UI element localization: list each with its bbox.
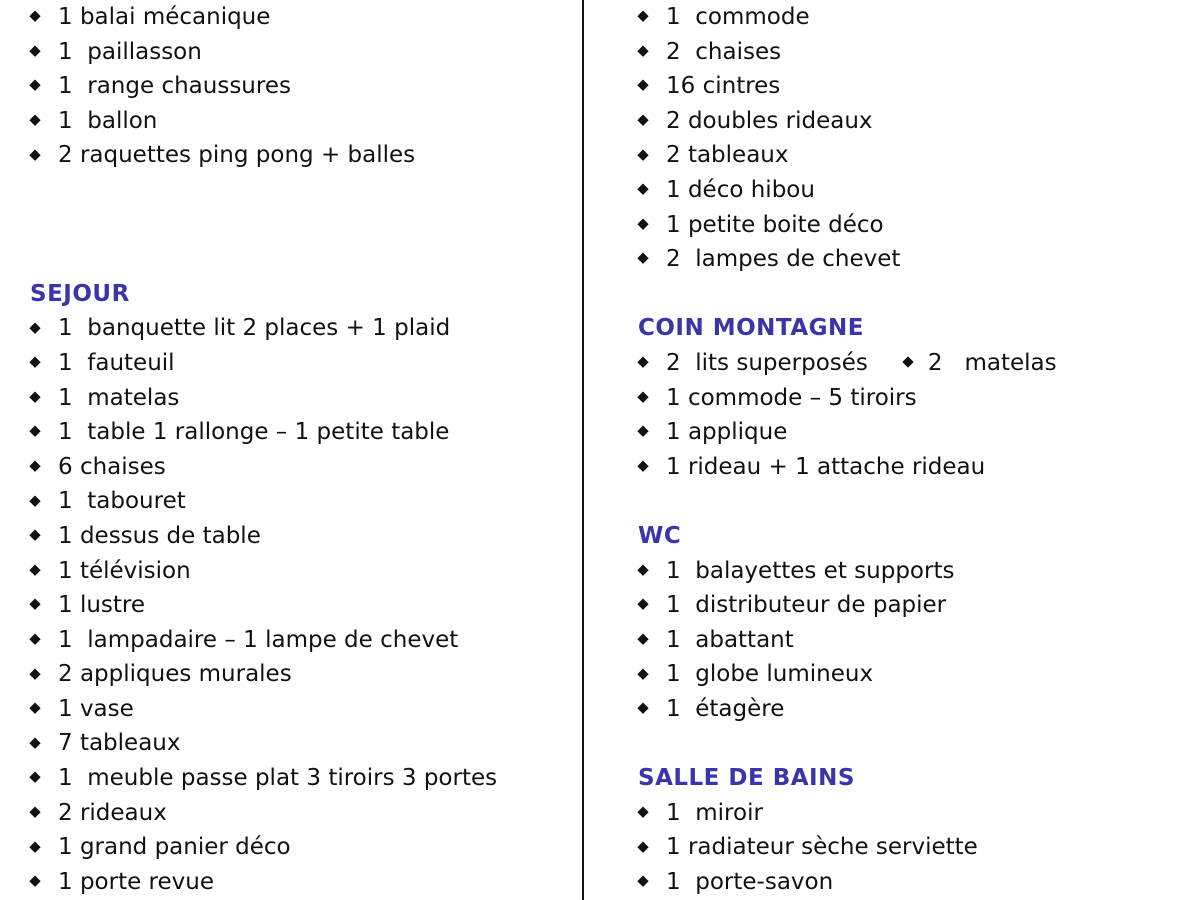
list-item: 1 rideau + 1 attache rideau <box>638 450 1178 485</box>
list-item: 1 vase <box>30 692 570 727</box>
list-item: 2 lits superposés 2 matelas <box>638 346 1178 381</box>
diamond-bullet-icon <box>29 426 40 437</box>
list-item: 1 table 1 rallonge – 1 petite table <box>30 415 570 450</box>
diamond-bullet-icon <box>637 184 648 195</box>
diamond-bullet-icon <box>29 391 40 402</box>
list-item: 1 matelas <box>30 381 570 416</box>
diamond-bullet-icon <box>637 634 648 645</box>
list-item: 1 porte revue <box>30 865 570 900</box>
list-item: 1 ballon <box>30 104 570 139</box>
list-item: 7 tableaux <box>30 726 570 761</box>
column-divider <box>582 0 584 900</box>
diamond-bullet-icon <box>637 806 648 817</box>
list-item: 1 commode <box>638 0 1178 35</box>
diamond-bullet-icon <box>637 80 648 91</box>
diamond-bullet-icon <box>29 115 40 126</box>
diamond-bullet-icon <box>902 356 913 367</box>
sejour-list <box>30 311 570 899</box>
list-item: 1 range chaussures <box>30 69 570 104</box>
diamond-bullet-icon <box>29 772 40 783</box>
diamond-bullet-icon <box>29 634 40 645</box>
diamond-bullet-icon <box>29 461 40 472</box>
diamond-bullet-icon <box>637 149 648 160</box>
entree-list <box>30 0 570 173</box>
list-item: 1 balai mécanique <box>30 0 570 35</box>
list-item: 1 miroir <box>638 796 1178 831</box>
list-item: 1 paillasson <box>30 35 570 70</box>
list-item: 2 rideaux <box>30 796 570 831</box>
diamond-bullet-icon <box>637 391 648 402</box>
diamond-bullet-icon <box>29 807 40 818</box>
list-item: 1 globe lumineux <box>638 657 1178 692</box>
section-title-salle-de-bains: SALLE DE BAINS <box>638 765 855 792</box>
list-item: 2 raquettes ping pong + balles <box>30 138 570 173</box>
list-item: 1 étagère <box>638 692 1178 727</box>
coin-montagne-list <box>638 346 1178 484</box>
list-item: 1 fauteuil <box>30 346 570 381</box>
list-item: 1 abattant <box>638 623 1178 658</box>
section-title-wc: WC <box>638 522 682 549</box>
diamond-bullet-icon <box>637 45 648 56</box>
diamond-bullet-icon <box>29 599 40 610</box>
list-item: 1 balayettes et supports <box>638 554 1178 589</box>
spacer <box>638 726 1178 761</box>
diamond-bullet-icon <box>29 841 40 852</box>
diamond-bullet-icon <box>29 495 40 506</box>
diamond-bullet-icon <box>637 703 648 714</box>
diamond-bullet-icon <box>637 218 648 229</box>
diamond-bullet-icon <box>637 357 648 368</box>
list-item: 1 lampadaire – 1 lampe de chevet <box>30 623 570 658</box>
diamond-bullet-icon <box>29 357 40 368</box>
diamond-bullet-icon <box>637 115 648 126</box>
diamond-bullet-icon <box>29 530 40 541</box>
right-column <box>638 0 1178 899</box>
list-item: 1 banquette lit 2 places + 1 plaid <box>30 311 570 346</box>
list-item: 2 tableaux <box>638 138 1178 173</box>
salle-de-bains-list <box>638 796 1178 900</box>
list-item: 1 petite boite déco <box>638 208 1178 243</box>
diamond-bullet-icon <box>637 11 648 22</box>
list-item: 16 cintres <box>638 69 1178 104</box>
diamond-bullet-icon <box>637 599 648 610</box>
diamond-bullet-icon <box>29 703 40 714</box>
list-item: 1 tabouret <box>30 484 570 519</box>
list-item: 1 porte-savon <box>638 865 1178 900</box>
list-item: 1 grand panier déco <box>30 830 570 865</box>
section-title-coin-montagne: COIN MONTAGNE <box>638 315 864 342</box>
spacer <box>30 173 570 277</box>
chambre-list <box>638 0 1178 277</box>
list-item: 1 dessus de table <box>30 519 570 554</box>
spacer <box>638 277 1178 312</box>
diamond-bullet-icon <box>29 564 40 575</box>
list-item: 1 distributeur de papier <box>638 588 1178 623</box>
diamond-bullet-icon <box>637 426 648 437</box>
diamond-bullet-icon <box>637 564 648 575</box>
wc-list <box>638 554 1178 727</box>
diamond-bullet-icon <box>29 80 40 91</box>
diamond-bullet-icon <box>29 45 40 56</box>
diamond-bullet-icon <box>29 11 40 22</box>
list-item: 2 doubles rideaux <box>638 104 1178 139</box>
diamond-bullet-icon <box>29 322 40 333</box>
diamond-bullet-icon <box>29 668 40 679</box>
list-item: 1 meuble passe plat 3 tiroirs 3 portes <box>30 761 570 796</box>
diamond-bullet-icon <box>637 876 648 887</box>
list-item: 2 chaises <box>638 35 1178 70</box>
spacer <box>638 484 1178 519</box>
diamond-bullet-icon <box>637 253 648 264</box>
list-item: 1 applique <box>638 415 1178 450</box>
list-item: 1 commode – 5 tiroirs <box>638 381 1178 416</box>
list-item: 1 télévision <box>30 554 570 589</box>
list-item: 1 déco hibou <box>638 173 1178 208</box>
list-item: 2 lampes de chevet <box>638 242 1178 277</box>
diamond-bullet-icon <box>29 876 40 887</box>
list-item: 1 lustre <box>30 588 570 623</box>
diamond-bullet-icon <box>29 149 40 160</box>
diamond-bullet-icon <box>637 668 648 679</box>
diamond-bullet-icon <box>29 737 40 748</box>
list-item: 2 appliques murales <box>30 657 570 692</box>
left-column <box>30 0 570 899</box>
list-item: 6 chaises <box>30 450 570 485</box>
diamond-bullet-icon <box>637 841 648 852</box>
list-item: 1 radiateur sèche serviette <box>638 830 1178 865</box>
section-title-sejour: SEJOUR <box>30 280 130 307</box>
diamond-bullet-icon <box>637 461 648 472</box>
